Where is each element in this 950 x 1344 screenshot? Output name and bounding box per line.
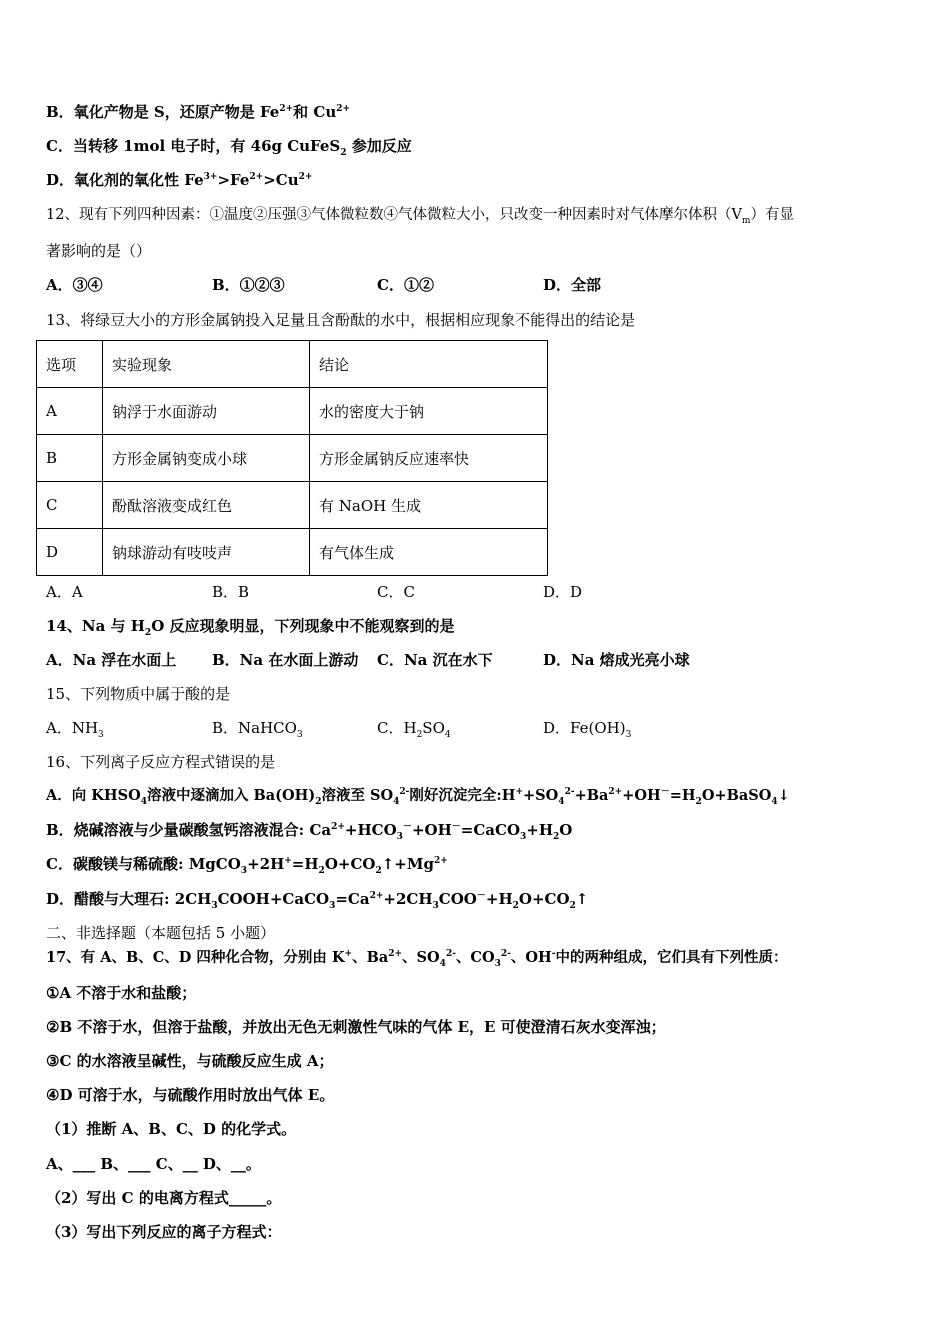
q17-property-3: ③C 的水溶液呈碱性，与硫酸反应生成 A； (46, 1052, 334, 1070)
table-header-cell: 实验现象 (103, 341, 310, 388)
q14-option-c: C．Na 沉在水下 (377, 651, 493, 669)
q12-stem-line1: 12、现有下列四种因素：①温度②压强③气体微粒数④气体微粒大小，只改变一种因素时对气体摩尔体积$(V_m)$有显 (46, 207, 794, 226)
q12-option-c: C．①② (377, 276, 434, 294)
table-cell: D (37, 529, 103, 576)
q14-stem: 14、Na 与 $H_2O$ 反应现象明显，下列现象中不能观察到的是 (46, 617, 455, 638)
q11-option-c: C．当转移 1mol 电子时，有 46g CuFeS$_2$ 参加反应 (46, 137, 412, 158)
q13-option-a: A．A (46, 583, 83, 601)
q12-option-d: D．全部 (543, 276, 602, 294)
q11-option-d: D．氧化剂的氧化性 $Fe^{3+}>Fe^{2+}>Cu^{2+}$ (46, 171, 313, 189)
table-row (37, 482, 548, 529)
q16-stem: 16、下列离子反应方程式错误的是 (46, 753, 276, 771)
q15-option-d: D．$Fe(OH)_3$ (543, 719, 632, 740)
table-cell: 水的密度大于钠 (310, 388, 548, 435)
q17-answer-blanks: A、___ B、___ C、__ D、__。 (46, 1155, 261, 1173)
table-cell: 酚酞溶液变成红色 (103, 482, 310, 529)
table-cell: 钠浮于水面游动 (103, 388, 310, 435)
q12-option-b: B．①②③ (212, 276, 285, 294)
table-cell: C (37, 482, 103, 529)
table-row (37, 529, 548, 576)
q16-option-a: A．向 $KHSO_4$溶液中逐滴加入 $Ba(OH)_2$溶液至 $SO_4^{2-}$刚好沉淀完全$:H^++SO_4^{2-}+Ba^{2+}+OH^-=H_2O+BaSO_4↓$ (46, 787, 790, 807)
table-header-row (37, 341, 548, 388)
table-cell: 方形金属钠变成小球 (103, 435, 310, 482)
table-cell: 方形金属钠反应速率快 (310, 435, 548, 482)
q17-stem: 17、有 A、B、C、D 四种化合物，分别由 K+、$Ba^{2+}$、$SO_4^{2-}$、$CO_3^{2-}$、OH-中的两种组成，它们具有下列性质： (46, 949, 788, 969)
q17-property-4: ④D 可溶于水，与硫酸作用时放出气体 E。 (46, 1086, 335, 1104)
table-header-cell: 选项 (37, 341, 103, 388)
q12-option-a: A．③④ (46, 276, 103, 294)
q15-option-a: A．$NH_3$ (46, 719, 104, 740)
q17-subquestion-3: （3）写出下列反应的离子方程式： (46, 1223, 282, 1241)
q17-subquestion-1: （1）推断 A、B、C、D 的化学式。 (46, 1120, 297, 1138)
q16-option-b: B．烧碱溶液与少量碳酸氢钙溶液混合: $Ca^{2+}+HCO_3^-+OH^-=CaCO_3+H_2O$ (46, 821, 573, 842)
q15-option-b: B．NaHCO$_3$ (212, 719, 303, 740)
q16-option-d: D．醋酸与大理石: $2CH_3COOH+CaCO_3=Ca^{2+}+2CH_3COO^-+H_2O+CO_2↑$ (46, 890, 589, 911)
section-heading: 二、非选择题（本题包括 5 小题） (46, 924, 276, 942)
q14-option-b: B．Na 在水面上游动 (212, 651, 359, 669)
q13-option-d: D．D (543, 583, 583, 601)
table-cell: 钠球游动有吱吱声 (103, 529, 310, 576)
q13-option-c: C．C (377, 583, 415, 601)
q14-option-a: A．Na 浮在水面上 (46, 651, 177, 669)
table-cell: 有气体生成 (310, 529, 548, 576)
q13-option-b: B．B (212, 583, 250, 601)
table-header-cell: 结论 (310, 341, 548, 388)
q15-option-c: C．$H_2SO_4$ (377, 719, 451, 740)
table-cell: A (37, 388, 103, 435)
q13-stem: 13、将绿豆大小的方形金属钠投入足量且含酚酞的水中，根据相应现象不能得出的结论是 (46, 311, 636, 329)
table-cell: 有 NaOH 生成 (310, 482, 548, 529)
q16-option-c: C．碳酸镁与稀硫酸: $MgCO_3+2H^+=H_2O+CO_2↑+Mg^{2+}$ (46, 855, 448, 876)
q12-stem-line2: 著影响的是（） (46, 242, 152, 260)
table-row (37, 388, 548, 435)
experiment-table (36, 340, 548, 576)
q17-property-1: ①A 不溶于水和盐酸； (46, 984, 197, 1002)
q15-stem: 15、下列物质中属于酸的是 (46, 685, 231, 703)
table-cell: B (37, 435, 103, 482)
q17-subquestion-2: （2）写出 C 的电离方程式_____。 (46, 1189, 282, 1207)
q17-property-2: ②B 不溶于水，但溶于盐酸，并放出无色无刺激性气味的气体 E，E 可使澄清石灰水变浑浊； (46, 1018, 666, 1036)
q11-option-b: B．氧化产物是 S，还原产物是 $Fe^{2+}$和 $Cu^{2+}$ (46, 103, 351, 121)
table-row (37, 435, 548, 482)
q14-option-d: D．Na 熔成光亮小球 (543, 651, 690, 669)
